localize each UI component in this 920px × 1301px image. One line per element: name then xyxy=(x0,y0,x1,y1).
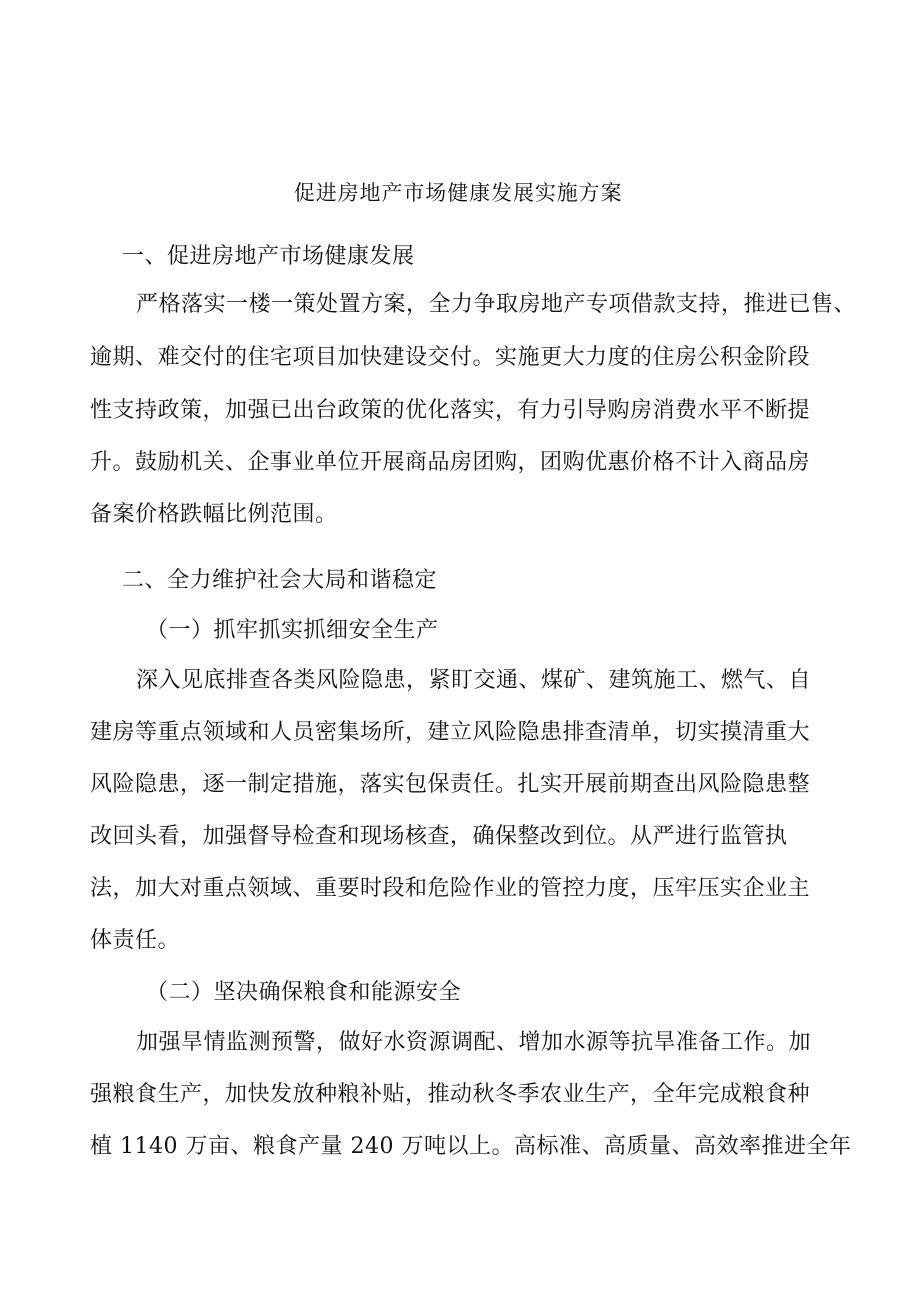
section-heading-1: 一、促进房地产市场健康发展 xyxy=(122,244,415,269)
section-heading-2: 二、全力维护社会大局和谐稳定 xyxy=(122,568,438,593)
document-title: 促进房地产市场健康发展实施方案 xyxy=(293,181,623,205)
paragraph-line: 升。鼓励机关、企事业单位开展商品房团购，团购优惠价格不计入商品房 xyxy=(90,450,811,475)
paragraph-line: 性支持政策，加强已出台政策的优化落实，有力引导购房消费水平不断提 xyxy=(90,398,811,423)
paragraph-line: 深入见底排查各类风险隐患，紧盯交通、煤矿、建筑施工、燃气、自 xyxy=(136,668,812,693)
paragraph-line: 备案价格跌幅比例范围。 xyxy=(90,502,338,527)
paragraph-line: 体责任。 xyxy=(90,928,181,953)
paragraph-line: 强粮食生产，加快发放种粮补贴，推动秋冬季农业生产，全年完成粮食种 xyxy=(90,1082,811,1107)
paragraph-line: 改回头看，加强督导检查和现场核查，确保整改到位。从严进行监管执 xyxy=(90,824,788,849)
paragraph-line: 法，加大对重点领域、重要时段和危险作业的管控力度，压牢压实企业主 xyxy=(90,876,811,901)
subsection-heading-2: （二）坚决确保粮食和能源安全 xyxy=(146,980,462,1005)
paragraph-line: 建房等重点领域和人员密集场所，建立风险隐患排查清单，切实摸清重大 xyxy=(90,720,811,745)
subsection-heading-1: （一）抓牢抓实抓细安全生产 xyxy=(146,618,439,643)
paragraph-line: 加强旱情监测预警，做好水资源调配、增加水源等抗旱准备工作。加 xyxy=(136,1030,812,1055)
paragraph-line: 风险隐患，逐一制定措施，落实包保责任。扎实开展前期查出风险隐患整 xyxy=(90,772,811,797)
paragraph-line: 逾期、难交付的住宅项目加快建设交付。实施更大力度的住房公积金阶段 xyxy=(90,345,811,370)
paragraph-line: 植 1140 万亩、粮食产量 240 万吨以上。高标准、高质量、高效率推进全年 xyxy=(90,1134,852,1159)
paragraph-line: 严格落实一楼一策处置方案，全力争取房地产专项借款支持，推进已售、 xyxy=(136,292,857,317)
